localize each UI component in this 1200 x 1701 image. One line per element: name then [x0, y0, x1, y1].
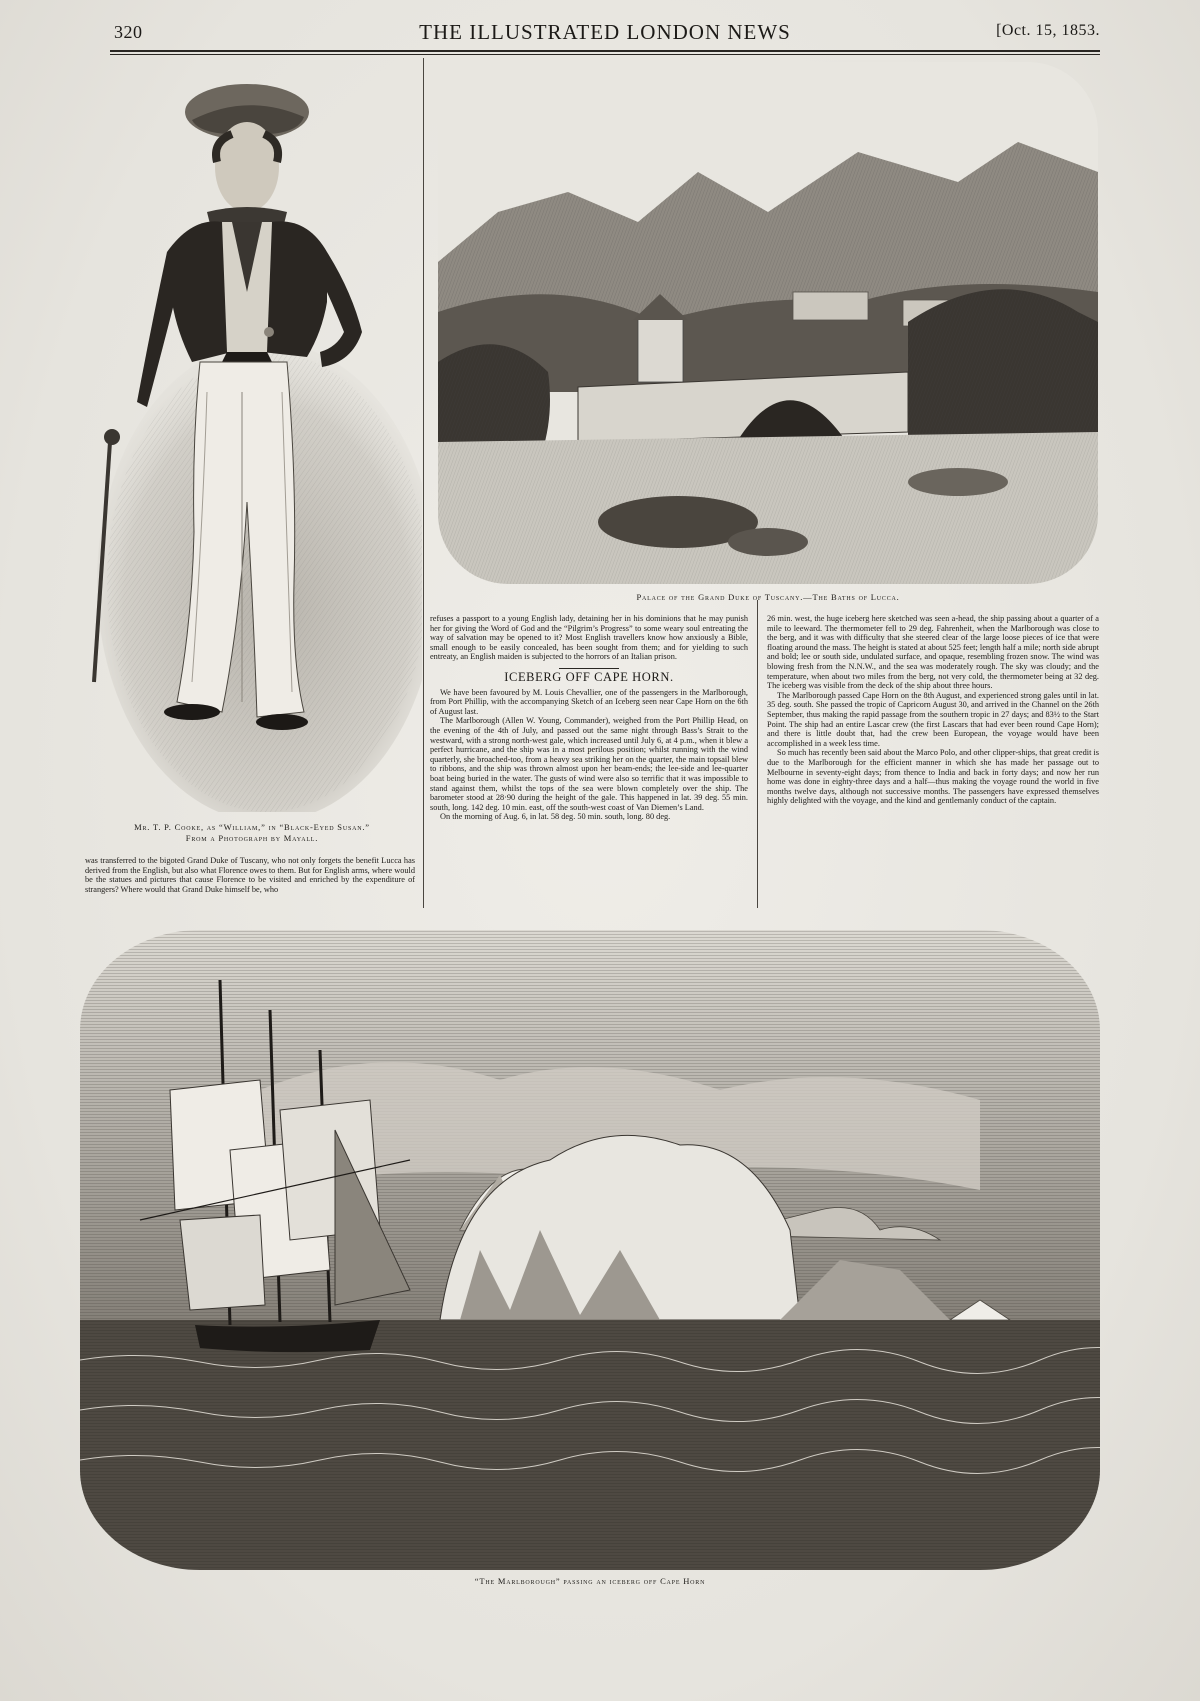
- paragraph: refuses a passport to a young English lady, detaining her in his dominions that he may punish her for giving the Word of God and the “Pilgrim’s Progress” to some weary soul entreating the way of salvation may be opened to it? Most English travellers know how anxiously a Bible, small enough to be easily concealed, has been sought from them; and for yielding to such entreaty, an English maiden is subjected to the horrors of an Italian prison.: [430, 614, 748, 662]
- cooke-portrait-illustration: [82, 62, 422, 812]
- marlborough-caption: “The Marlborough” passing an iceberg off Cape Horn: [474, 1576, 706, 1586]
- issue-date: [Oct. 15, 1853.: [996, 22, 1100, 39]
- article-heading: ICEBERG OFF CAPE HORN.: [504, 669, 674, 684]
- paragraph: So much has recently been said about the Marco Polo, and other clipper-ships, that great credit is due to the Marlborough for the efficient manner in which she has made her passage out to Melbourne in seventy-eight days; from thence to India and back in forty days; and now her run home was done in eighty-three days and a half—thus making the voyage round the world in five months twelve days, although not successive months. The passengers have expressed themselves highly delighted with the voyage, and the kind and gentlemanly conduct of the captain.: [767, 748, 1099, 806]
- masthead-rule-thin: [110, 54, 1100, 55]
- text-column-left: [85, 856, 415, 894]
- marlborough-iceberg-image: [80, 930, 1100, 1570]
- baths-of-lucca-image: [438, 62, 1098, 584]
- masthead: [110, 20, 1100, 50]
- masthead-rule: [110, 50, 1100, 52]
- cooke-caption: [82, 822, 422, 844]
- palace-caption: Palace of the Grand Duke of Tuscany.—The Baths of Lucca.: [636, 592, 900, 602]
- text-column-middle: [430, 614, 748, 822]
- paragraph: We have been favoured by M. Louis Chevallier, one of the passengers in the Marlborough, from Port Phillip, with the accompanying Sketch of an Iceberg seen near Cape Horn on the 6th of August last.: [430, 687, 748, 716]
- page-number: 320: [114, 22, 143, 42]
- newspaper-title: THE ILLUSTRATED LONDON NEWS: [419, 20, 791, 44]
- paragraph: 26 min. west, the huge iceberg here sketched was seen a-head, the ship passing about a quarter of a mile to leeward. The thermometer fell to 29 deg. Fahrenheit, when the Marlborough was close to the berg, and it was with difficulty that she steered clear of the large loose pieces of ice that were floating around the mass. The height is stated at about 525 feet; length half a mile; north side abrupt and bold; lee or south side, undulated surface, and opaque, resembling frozen snow. The wind was blowing fresh from the N.N.W., and the sea was moderately rough. The sky was cloudy; and the temperature, when about two miles from the berg, not very cold, the thermometer being at 32 deg. The iceberg was visible from the deck of the ship about three hours.: [767, 614, 1099, 691]
- paragraph: was transferred to the bigoted Grand Duke of Tuscany, who not only forgets the benefit Lucca has derived from the English, but also what Florence owes to them. But for English arms, where would be the statues and pictures that cause Florence to be visited and enriched by the expenditure of strangers? Where would that Grand Duke himself be, who: [85, 856, 415, 894]
- text-column-right: [767, 614, 1099, 806]
- iceberg-illustration: [80, 930, 1100, 1570]
- paragraph: On the morning of Aug. 6, in lat. 58 deg. 50 min. south, long. 80 deg.: [440, 812, 671, 822]
- column-divider: [757, 600, 758, 908]
- column-divider: [423, 58, 424, 908]
- paragraph: The Marlborough passed Cape Horn on the 8th August, and experienced strong gales until in lat. 35 deg. south. She passed the tropic of Capricorn August 30, and arrived in the Channel on the 26th September, thus making the rapid passage from the southern tropic in 27 days; and 83½ to the Start Point. The ship had an entire Lascar crew (the first Lascars that had ever been round Cape Horn); and there is little doubt that, had the crew been European, the voyage would have been accomplished in a week less time.: [767, 690, 1099, 748]
- section-rule: [559, 668, 619, 669]
- sailor-figure-image: [82, 62, 422, 812]
- paragraph: The Marlborough (Allen W. Young, Commander), weighed from the Port Phillip Head, on the evening of the 4th of July, and passed out the same night through Bass’s Strait to the westward, with a strong north-west gale, which increased until July 6, at 4 p.m., when it blew a perfect hurricane, and the ship was in a most perilous position; whilst running with the wind quarterly, she broached-too, from a heavy sea striking her on the quarter, the main topsail blew to ribbons, and the ship was thrown almost upon her beam-ends; the lee-side and lee-quarter boat being buried in the water. The gusts of wind were also so terrific that it was impossible to stand against them, whilst the tops of the sea were blown completely over the ship. The barometer stood at 28·90 during the height of the gale. This happened in lat. 39 deg. 55 min. south, long. 142 deg. 10 min. east, off the south-west coast of Van Diemen’s Land.: [430, 716, 748, 812]
- palace-illustration: [438, 62, 1098, 584]
- cooke-caption-line2: From a Photograph by Mayall.: [185, 833, 319, 843]
- cooke-caption-line1: Mr. T. P. Cooke, as “William,” in “Black-Eyed Susan.”: [134, 822, 370, 832]
